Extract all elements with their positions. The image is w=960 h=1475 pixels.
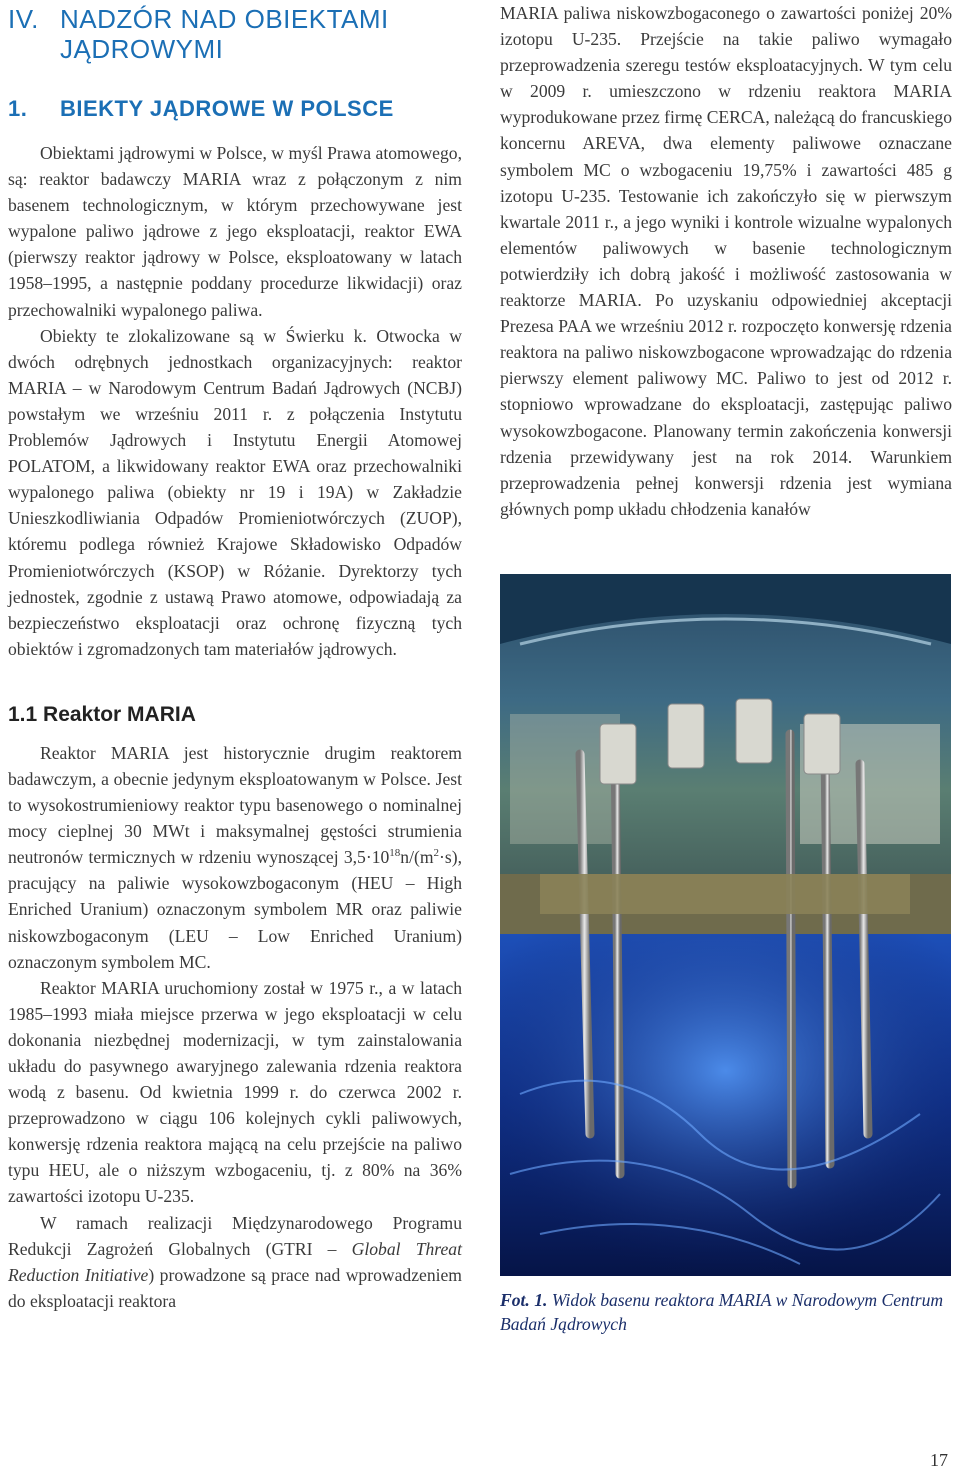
photo-caption	[500, 1288, 952, 1336]
square-superscript: 2	[433, 847, 440, 860]
reactor-pool-photo	[500, 574, 951, 1276]
paragraph-location: Obiekty te zlokalizowane są w Świerku k. Otwocka w dwóch odrębnych jednostkach organizacyjnych: reaktor MARIA – w Narodowym Centrum Badań Jądrowych (NCBJ) powstałym we wrześniu 2011 r. z połączenia Instytutu Problemów Jądrowych i Instytutu Energii Atomowej POLATOM, a likwidowany reaktor EWA oraz przechowalniki wypalonego paliwa (obiekty nr 19 i 19A) w Zakładzie Unieszkodliwiania Odpadów Promieniotwórczych (ZUOP), któremu podlega również Krajowe Składowisko Odpadów Promieniotwórczych (KSOP) w Różanie. Dyrektorzy tych jednostek, zgodnie z ustawą Prawo atomowe, odpowiadają za bezpieczeństwo eksploatacji oraz ochronę fizyczną tych obiektów i zgromadzonych tam materiałów jądrowych.	[8, 325, 462, 659]
exponent: 18	[389, 847, 401, 860]
right-column	[500, 0, 952, 1336]
paragraph-maria-history: Reaktor MARIA uruchomiony został w 1975 r., a w latach 1985–1993 miała miejsce przerwa w jego eksploatacji w celu dokonania niezbędnej modernizacji, w tym zainstalowania układu do pasywnego awaryjnego zalewania rdzenia reaktora wodą z basenu. Od kwietnia 1999 r. do czerwca 2002 r. przeprowadzono w ciągu 106 kolejnych cykli paliwowych, konwersję rdzenia reaktora mającą na celu przejście na paliwo typu HEU, ale o niższym wzbogaceniu, tj. z 80% na 36% zawartości izotopu U-235.	[8, 977, 462, 1207]
page-number: 17	[930, 1450, 948, 1470]
caption-text: Widok basenu reaktora MARIA w Narodowym Centrum Badań Jądrowych	[500, 1289, 944, 1334]
caption-label: Fot. 1.	[500, 1289, 548, 1310]
paragraph-intro: Obiektami jądrowymi w Polsce, w myśl Prawa atomowego, są: reaktor badawczy MARIA wraz z połączonym z nim basenem technologicznym, w którym przechowywane jest wypalone paliwo jądrowe z jego eksploatacji, reaktor EWA (pierwszy reaktor jądrowy w Polsce, eksploatowany w latach 1958–1995, a następnie poddany procedurze likwidacji) oraz przechowalniki wypalonego paliwa.	[8, 143, 462, 320]
chapter-title-line1: NADZÓR NAD OBIEKTAMI	[60, 4, 389, 34]
chapter-title-line2: JĄDROWYMI	[60, 34, 224, 64]
section-title	[8, 96, 462, 122]
section-title-text: BIEKTY JĄDROWE W POLSCE	[60, 96, 394, 121]
section-number: 1.	[8, 96, 28, 121]
reactor-pool-illustration	[500, 574, 951, 1276]
paragraph-maria-gtri: W ramach realizacji Międzynarodowego Programu Redukcji Zagrożeń Globalnych (GTRI – Global Threat Reduction Initiative) prowadzone są prace nad wprowadzeniem do eksploatacji reaktora	[8, 1212, 462, 1311]
left-column	[8, 0, 462, 1314]
paragraph-maria-description: Reaktor MARIA jest historycznie drugim reaktorem badawczym, a obecnie jedynym eksploatowanym w Polsce. Jest to wysokostrumieniowy reaktor typu basenowego o nominalnej mocy cieplnej 30 MWt i maksymalnej gęstości strumienia neutronów termicznych w rdzeniu wynoszącej $3,5\cdot 10^{18}n/(m^2\cdot s)$, pracujący na paliwie wysokowzbogaconym (HEU – High Enriched Uranium) oznaczonym symbolem MR oraz paliwie niskowzbogaconym (LEU – Low Enriched Uranium) oznaczonym symbolem MC.	[8, 742, 462, 972]
paragraph-conversion: MARIA paliwa niskowzbogaconego o zawartości poniżej 20% izotopu U-235. Przejście na takie paliwo wymagało przeprowadzenia szeregu testów eksploatacyjnych. W tym celu w 2009 r. umieszczono w rdzeniu reaktora MARIA wyprodukowane przez firmę CERCA, należącą do francuskiego koncernu AREVA, dwa elementy paliwowe oznaczane symbolem MC o wzbogaceniu 19,75% i zawartości 485 g izotopu U-235. Testowanie ich zakończyło się w pierwszym kwartale 2011 r., a jego wyniki i kontrole wizualne wypalonych elementów paliwowych w basenie technologicznym potwierdziły ich dobrą jakość i możliwość zastosowania w reaktorze MARIA. Po uzyskaniu odpowiedniej akceptacji Prezesa PAA we wrześniu 2012 r. rozpoczęto konwersję rdzenia reaktora na paliwo niskowzbogacone wprowadzając do rdzenia pierwszy element paliwowy MC. Paliwo to jest od 2012 r. stopniowo wprowadzane do eksploatacji, zastępując paliwo wysokowzbogacone. Planowany termin zakończenia konwersji rdzenia przewidywany jest na rok 2014. Warunkiem przeprowadzenia pełnej konwersji rdzenia jest wymiana głównych pomp układu chłodzenia kanałów	[500, 3, 952, 519]
gtri-italic: Global Threat Reduction Initiative	[8, 1238, 462, 1285]
subsection-title: 1.1 Reaktor MARIA	[8, 702, 196, 726]
chapter-number: IV.	[8, 4, 39, 34]
chapter-title	[8, 4, 462, 64]
